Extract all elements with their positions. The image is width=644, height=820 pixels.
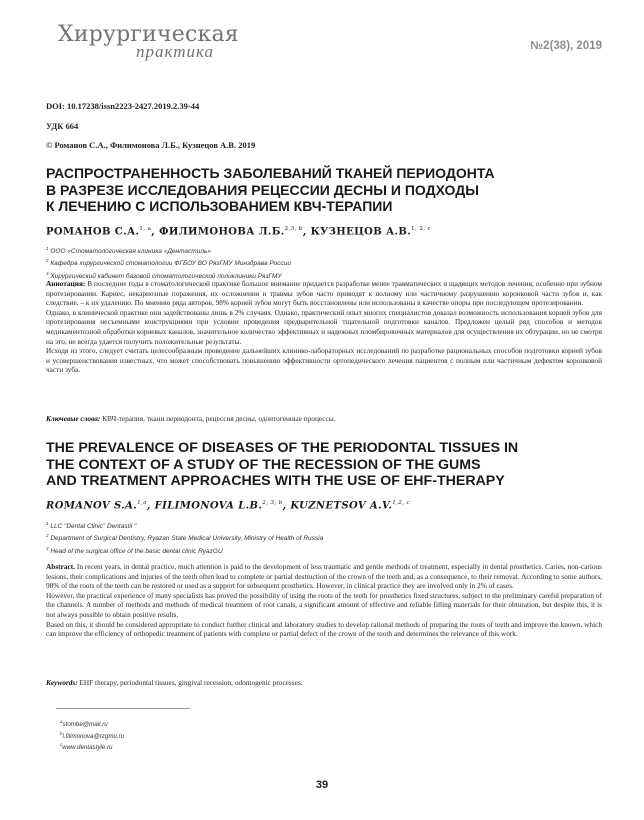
logo-main-text: Хирургическая [58,22,239,47]
footnote-divider [56,708,190,709]
author-sup: 1, a [139,226,152,232]
affiliation: $^1$ ООО «Стоматологическая клиника «Дентастиль» [46,246,212,256]
affiliation: $^3$ Head of the surgical office of the basic dental clinic RyazGU [46,545,223,556]
keywords-text: EHF therapy, periodontal tissues, gingival recession, odontogenic processes. [79,678,303,687]
keywords-text: КВЧ-терапия, ткани периодонта, рецессия десны, одонтогенные процессы. [102,414,336,423]
author-sup: 2, 3, b [262,500,283,506]
abstract-label: Аннотация: [46,279,86,288]
affiliation: $^2$ Department of Surgical Dentistry, Ryazan State Medical University, Ministry of Health of Russia [46,533,324,543]
author-name: ФИЛИМОНОВА Л.Б. [159,226,285,238]
abstract-label: Abstract. [46,562,75,571]
abstract-ru [46,279,602,375]
author-sup: 1,a [137,500,147,506]
author-sep: , [146,500,155,512]
authors-en [46,500,410,511]
affiliations-en [46,519,323,556]
keywords-label: Keywords: [46,678,78,687]
udc: УДК 664 [46,121,79,131]
abstract-paragraph: In recent years, in dental practice, much attention is paid to the development of less traumatic and gentle methods of treatment, especially in dental prosthetics. Caries, non-carious lesions, their complications and injuries of the teeth often lead to complete or partial destruction of the crown of the teeth and, as a consequence, to their removal. According to some authors, 98% of the roots of the teeth can be restored or used as a support for subsequent prosthetics. However, in clinical practice they are involved only in 2% of cases. [46,562,602,591]
copyright: © Романов С.А., Филимонова Л.Б., Кузнецов А.В. 2019 [46,140,256,150]
author-sep: , [151,226,160,238]
author-sup: 2,3, b [284,226,303,232]
abstract-paragraph: Однако, в клинической практике они задействованы лишь в 2% случаях. Однако, практический опыт многих специалистов доказал возможность использования корней зубов для протезирования несъемными конструкциями при условии проведения предварительной тщательной подготовки каналов. Предложен целый ряд способов и методов медикаментозной обработки корневых каналов, значительное количество эффективных и надежных пломбировочных материалов для осуществления их обтурации, но не смотря на это, не всегда удается получить положительные результаты. [46,307,602,346]
abstract-paragraph: В последние годы в стоматологической практике большое внимание придается разработке менее травматических и щадящих методов лечения, особенно при зубном протезировании. Кариес, некариозные поражения, их осложнения и травмы зубов часто приводят к полному или частичному разрушению коронковой части зубов и, как следствие, – к их удалению. По мнению ряда авторов, 98% корней зубов могут быть восстановлены или использованы в качестве опоры при последующем протезировании. [46,279,602,308]
abstract-en [46,562,602,639]
contact-email: $^b$l.filimonova@rzgmu.ru [60,730,125,740]
author-sep: , [302,226,311,238]
contact-footnotes [60,718,124,753]
keywords-label: Ключевые слова: [46,414,101,423]
author-name: FILIMONOVA L.B. [154,500,263,512]
authors-ru [46,226,431,237]
contact-email: $^a$stombe@mail.ru [60,719,108,729]
title-en-line: AND TREATMENT APPROACHES WITH THE USE OF EHF-THERAPY [46,473,505,489]
author-sup: 1,2, c [392,500,410,506]
issue-number: №2(38), 2019 [530,40,602,52]
logo-sub-text: практика [136,42,215,61]
keywords-en [46,678,303,687]
page-number: 39 [315,779,329,791]
title-ru-line: К ЛЕЧЕНИЮ С ИСПОЛЬЗОВАНИЕМ КВЧ-ТЕРАПИИ [46,198,393,214]
title-ru [46,165,606,215]
affiliations-ru [46,244,291,281]
affiliation: $^3$ Хирургический кабинет базовой стоматологической поликлиники РязГМУ [46,270,282,281]
author-name: РОМАНОВ С.А. [46,226,140,238]
author-name: КУЗНЕЦОВ А.В. [310,226,412,238]
title-en [46,440,606,490]
title-ru-line: РАСПРОСТРАНЕННОСТЬ ЗАБОЛЕВАНИЙ ТКАНЕЙ ПЕРИОДОНТА [46,165,495,181]
title-en-line: THE PREVALENCE OF DISEASES OF THE PERIODONTAL TISSUES IN [46,440,519,456]
affiliation: $^2$ Кафедра хирургической стоматологии ФГБОУ ВО РязГМУ Минздрава России [46,258,292,268]
journal-logo [58,24,239,60]
author-name: KUZNETSOV A.V. [290,500,393,512]
abstract-paragraph: Исходя из этого, следует считать целесообразным проведение дальнейших клинико-лабораторных исследований по разработке рациональных способов подготовки корней зубов и усовершенствования известных, что может способствовать повышению эффективности ортопедического лечения пациентов с полным или частичным дефектом коронковой части зуба. [46,346,602,375]
affiliation: $^1$ LLC "Dental Clinic" Dentastil " [46,521,137,531]
doi[interactable]: DOI: 10.17238/issn2223-2427.2019.2.39-44 [46,101,200,111]
title-ru-line: В РАЗРЕЗЕ ИССЛЕДОВАНИЯ РЕЦЕССИИ ДЕСНЫ И ПОДХОДЫ [46,181,479,198]
contact-website: $^c$www.dentastyle.ru [60,742,113,752]
title-en-line: THE CONTEXT OF A STUDY OF THE RECESSION OF THE GUMS [46,456,481,473]
author-sep: , [282,500,291,512]
author-sup: 1, 2, c [411,226,432,232]
keywords-ru [46,414,335,423]
abstract-paragraph: Based on this, it should be considered appropriate to conduct further clinical and laboratory studies to develop rational methods of preparing the roots of teeth and improve the known, which can improve the efficiency of orthopedic treatment of patients with complete or partial defect of the crown of the tooth and determines the relevance of this work. [46,619,602,639]
author-name: ROMANOV S.A. [46,500,138,512]
abstract-paragraph: However, the practical experience of many specialists has proved the possibility of using the roots of the teeth for prosthetics fixed structures, subject to the preliminary careful preparation of the channels. A number of methods and methods of medical treatment of root canals, a significant amount of effective and reliable filling materials for their obturation, but despite this, it is not always possible to obtain positive results. [46,590,602,619]
